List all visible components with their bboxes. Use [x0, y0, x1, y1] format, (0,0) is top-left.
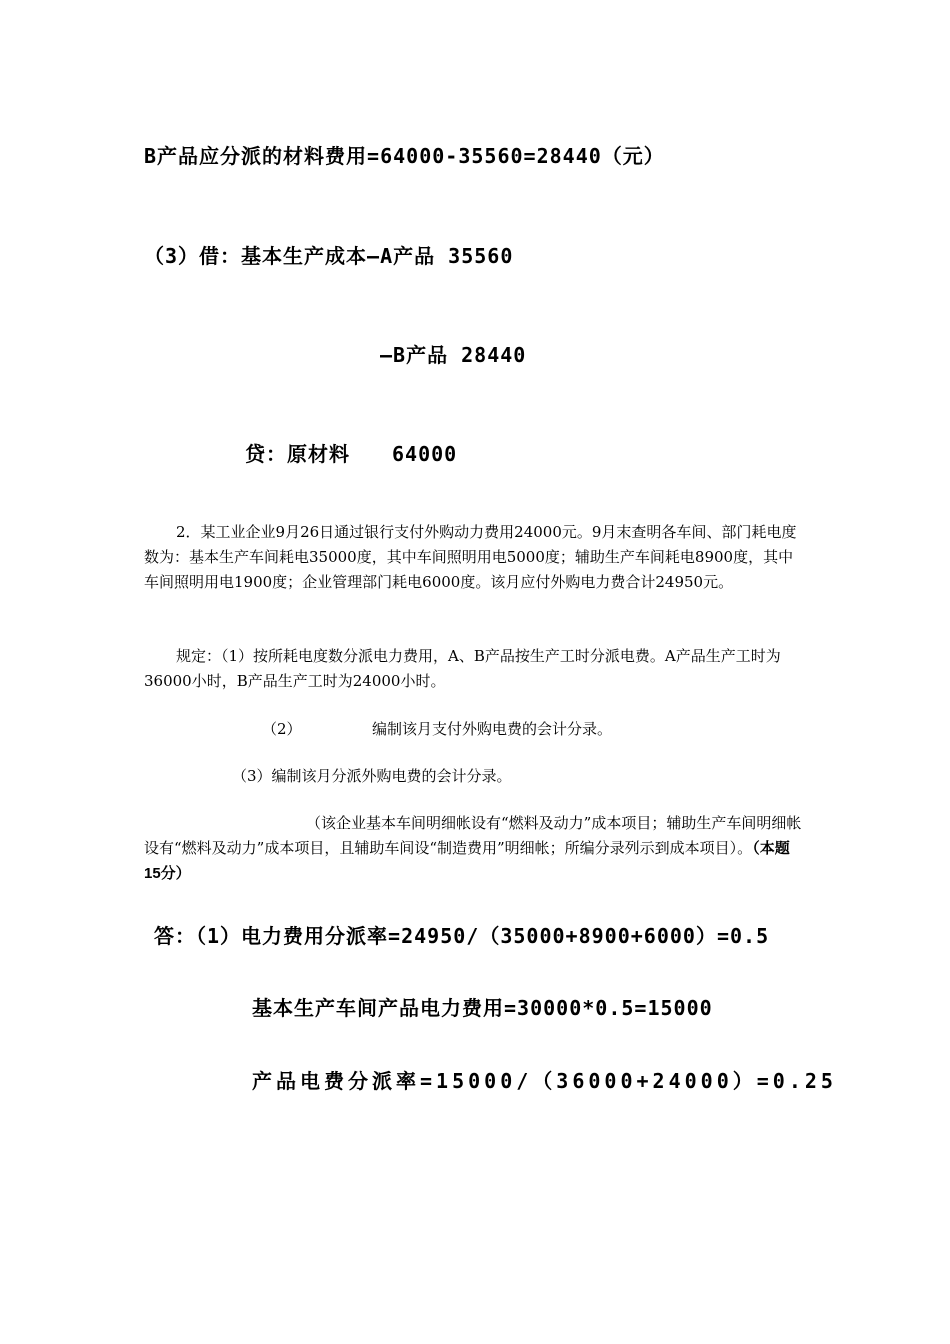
- journal-entry-debit-a: （3）借：基本生产成本—A产品 35560: [144, 244, 514, 268]
- requirement-2-number: （2）: [262, 720, 302, 738]
- journal-entry-credit: 贷：原材料 64000: [245, 442, 458, 466]
- problem-points: （本题15分）: [144, 840, 790, 882]
- requirement-1: 规定：（1）按所耗电度数分派电力费用，A、B产品按生产工时分派电费。A产品生产工时为36000小时，B产品生产工时为24000小时。: [144, 647, 781, 690]
- answer-line-2: 基本生产车间产品电力费用=30000*0.5=15000: [252, 996, 713, 1020]
- answer-line-3: 产品电费分派率=15000/（36000+24000）=0.25: [252, 1069, 837, 1093]
- problem-2-statement: 2．某工业企业9月26日通过银行支付外购动力费用24000元。9月末查明各车间、部门耗电度数为：基本生产车间耗电35000度，其中车间照明用电5000度；辅助生产车间耗电8900度，其中车间照明用电1900度；企业管理部门耗电6000度。该月应付外购电力费合计24950元。: [144, 523, 797, 591]
- requirement-3: （3）编制该月分派外购电费的会计分录。: [232, 767, 512, 785]
- problem-note: [144, 811, 806, 886]
- b-material-cost-line: B产品应分派的材料费用=64000-35560=28440（元）: [144, 144, 665, 168]
- problem-note-text: （该企业基本车间明细帐设有“燃料及动力”成本项目；辅助生产车间明细帐设有“燃料及动力”成本项目，且辅助车间设“制造费用”明细帐；所编分录列示到成本项目）。: [144, 814, 802, 857]
- answer-line-1: 答：（1）电力费用分派率=24950/（35000+8900+6000）=0.5: [154, 924, 770, 948]
- requirement-2-text: 编制该月支付外购电费的会计分录。: [372, 720, 613, 738]
- journal-entry-debit-b: —B产品 28440: [380, 343, 527, 367]
